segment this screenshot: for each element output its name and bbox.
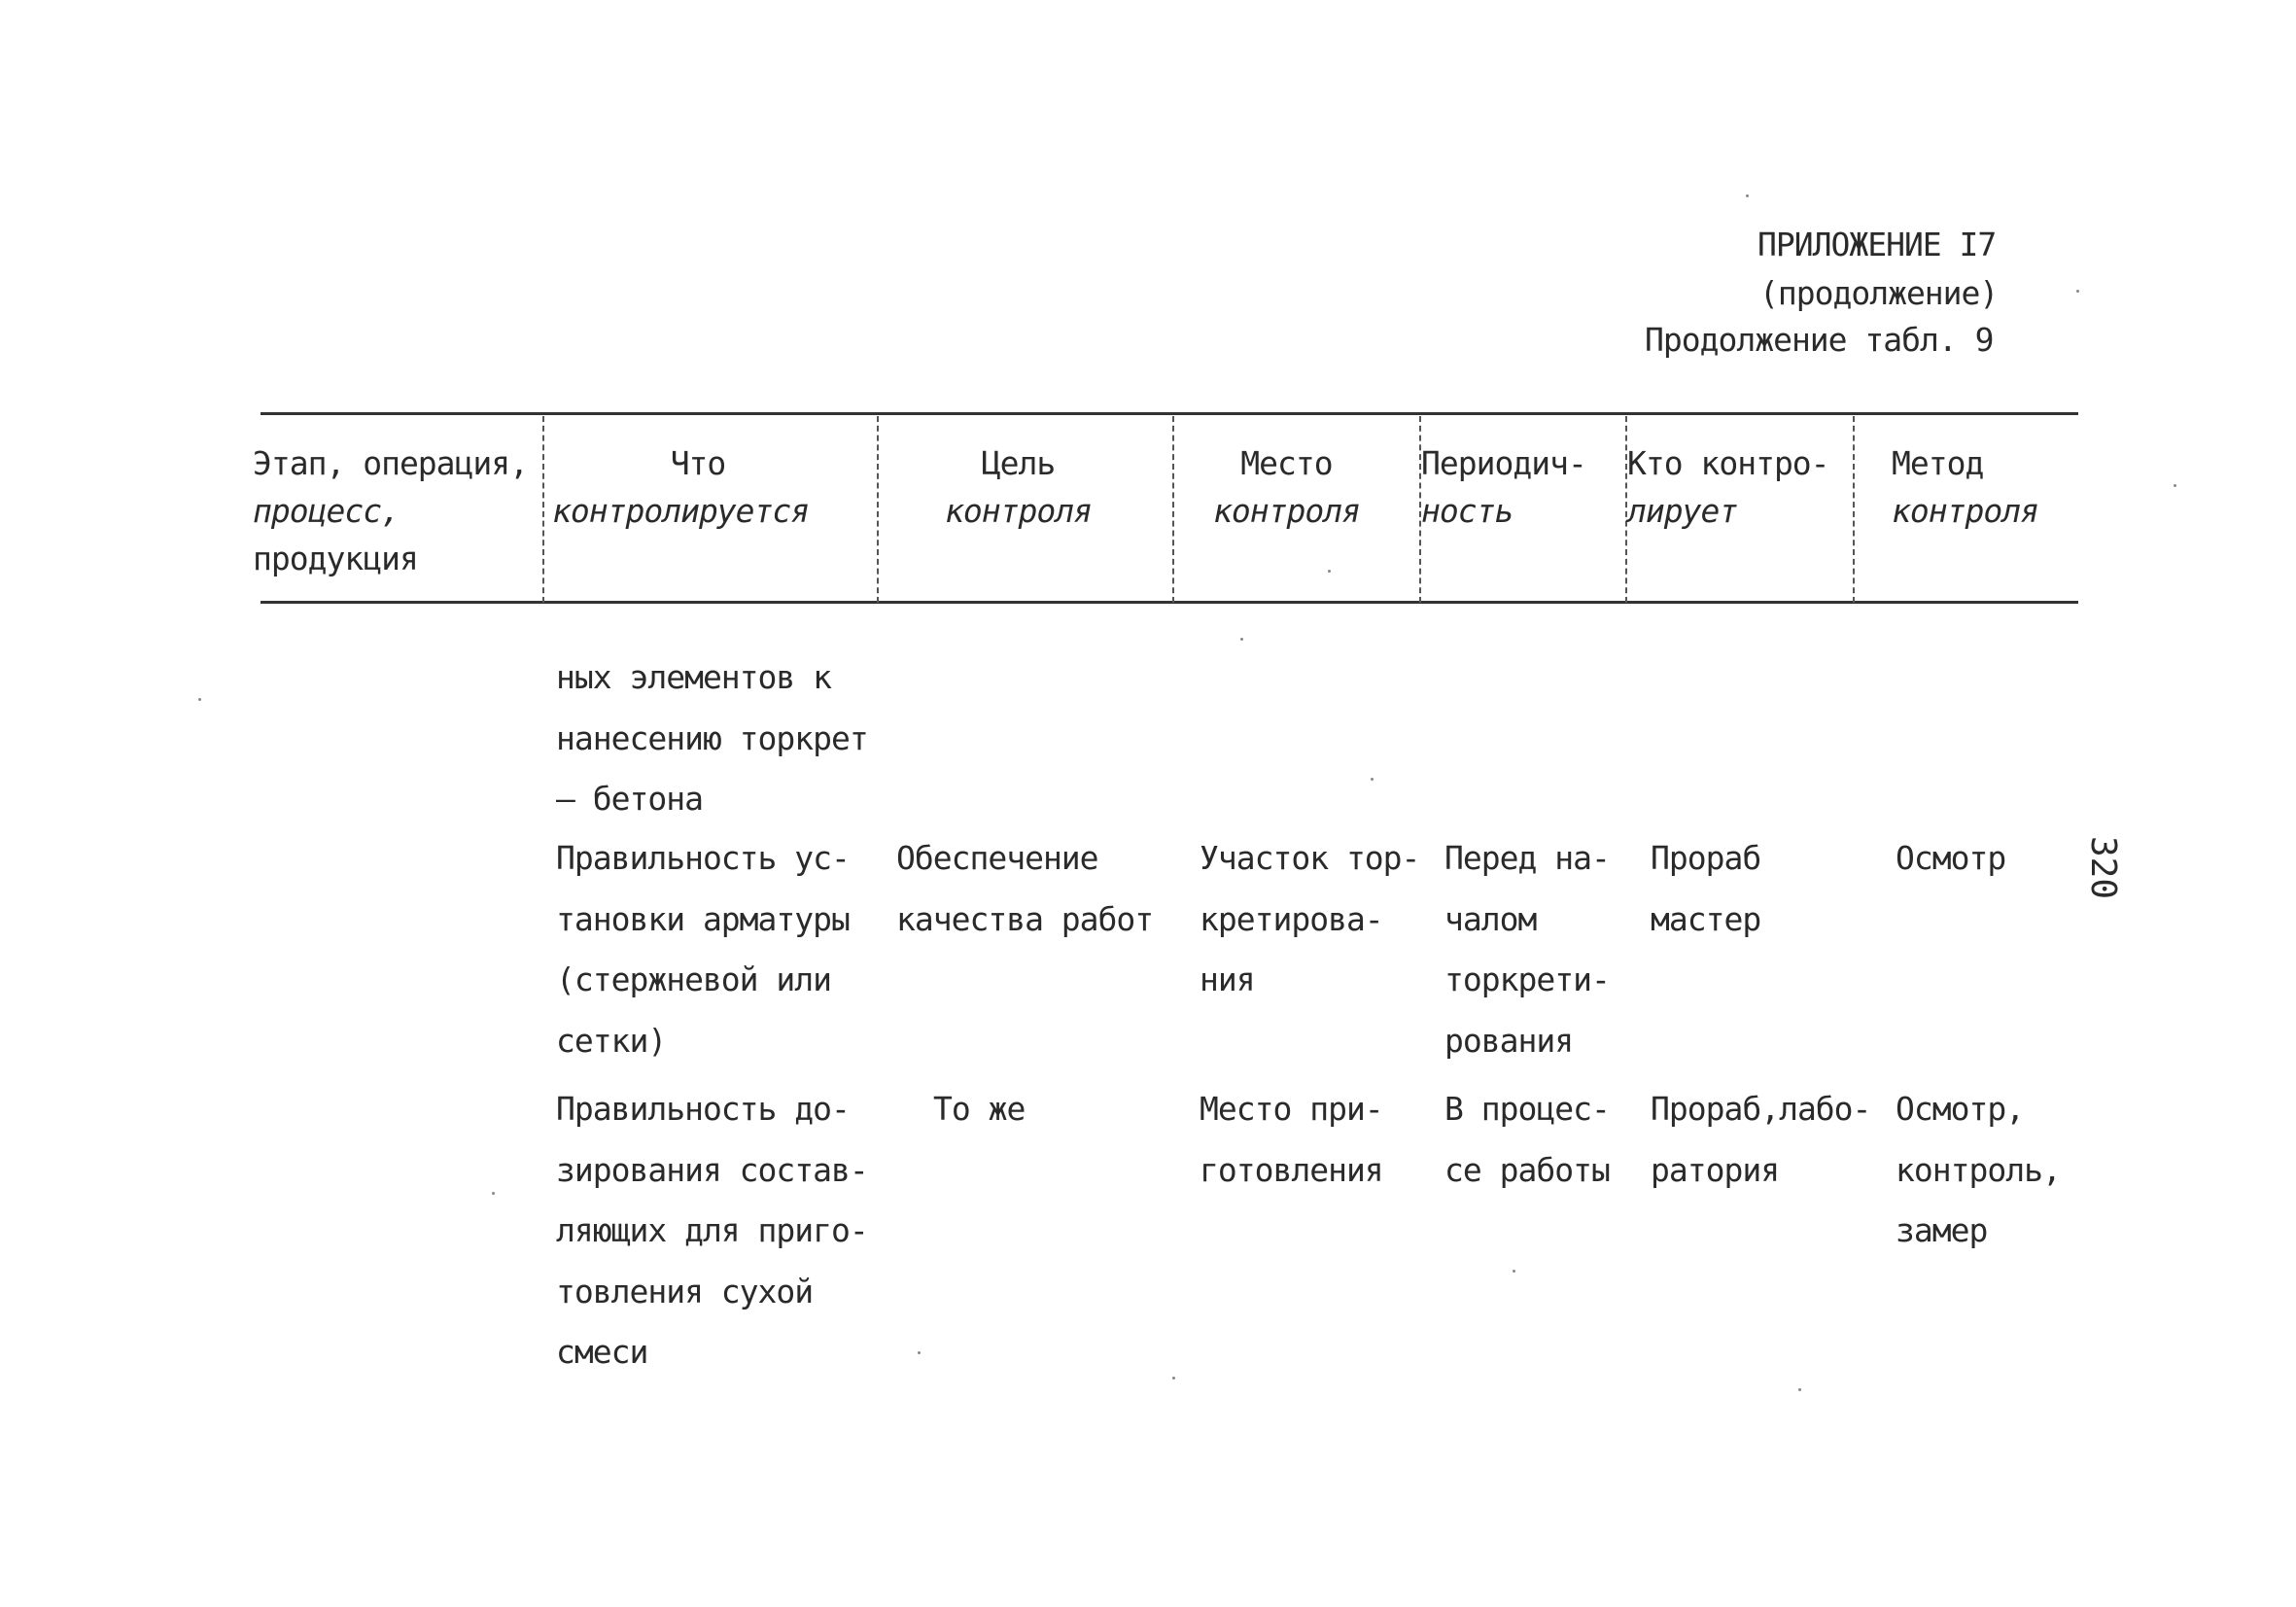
column-divider [1172, 416, 1174, 603]
column-header-line: Что [670, 444, 726, 482]
cell-line: Правильность до- [556, 1090, 850, 1128]
scan-speck [1240, 638, 1243, 641]
column-header-line: Место [1240, 444, 1333, 482]
cell-line: кретирова- [1200, 899, 1383, 938]
cell-line: Перед на- [1444, 839, 1610, 877]
cell-line: Обеспечение [896, 839, 1098, 877]
cell-line: зирования состав- [556, 1150, 868, 1189]
page-number: 320 [2083, 836, 2123, 900]
row1-method [1896, 828, 2005, 890]
cell-line: ных элементов к [556, 658, 832, 696]
table-top-rule [261, 412, 2078, 415]
column-header-goal [945, 439, 1092, 535]
cell-line: Участок тор- [1200, 839, 1420, 877]
scan-speck [1172, 1377, 1175, 1380]
column-header-line: Метод [1892, 444, 1984, 482]
column-header-what [552, 439, 844, 535]
column-header-who [1627, 439, 1829, 535]
column-header-stage [253, 439, 528, 582]
appendix-title: ПРИЛОЖЕНИЕ I7 [1757, 226, 1997, 263]
column-header-method [1892, 439, 2038, 535]
cell-line: тановки арматуры [556, 899, 850, 938]
column-header-line: контролируется [552, 492, 810, 530]
row2-goal [933, 1079, 1025, 1140]
cell-line: ляющих для приго- [556, 1211, 868, 1249]
column-header-line: Периодич- [1421, 444, 1586, 482]
cell-line: Осмотр [1896, 839, 2006, 877]
scan-speck [2076, 290, 2079, 293]
row2-who [1651, 1079, 1870, 1201]
column-header-place [1213, 439, 1360, 535]
row1-period [1444, 828, 1610, 1071]
column-header-line: Этап, операция, [253, 444, 529, 482]
scan-speck [1798, 1388, 1801, 1391]
table-continued-note: Продолжение табл. 9 [1645, 321, 1994, 359]
carryover-text [556, 647, 868, 830]
cell-line: мастер [1651, 899, 1761, 938]
scan-speck [2174, 484, 2176, 487]
cell-line: ратория [1651, 1150, 1780, 1189]
cell-line: Прораб [1651, 839, 1761, 877]
column-header-line: контроля [945, 492, 1092, 530]
column-divider [877, 416, 879, 603]
cell-line: То же [933, 1090, 1026, 1128]
row1-who [1651, 828, 1760, 950]
cell-line: (стержневой или [556, 961, 832, 998]
row2-method [1896, 1079, 2061, 1262]
cell-line: торкрети- [1444, 961, 1610, 998]
cell-line: смеси [556, 1333, 648, 1371]
cell-line: замер [1896, 1211, 1988, 1249]
column-header-line: Кто контро- [1627, 444, 1829, 482]
cell-line: се работы [1444, 1150, 1610, 1189]
cell-line: качества работ [896, 899, 1154, 938]
scan-speck [1513, 1270, 1515, 1273]
cell-line: Прораб,лабо- [1651, 1090, 1871, 1128]
cell-line: ния [1200, 961, 1255, 998]
row2-place [1200, 1079, 1383, 1201]
column-header-line: продукция [253, 540, 418, 577]
cell-line: контроль, [1896, 1150, 2061, 1189]
column-header-line: контроля [1213, 492, 1360, 530]
scan-speck [918, 1351, 921, 1354]
table-header-bottom-rule [261, 601, 2078, 604]
row1-what [556, 828, 850, 1071]
column-header-line: контроля [1892, 492, 2038, 530]
cell-line: нанесению торкрет [556, 718, 868, 757]
column-header-period [1421, 439, 1586, 535]
column-header-line: ность [1421, 492, 1513, 530]
column-header-line: процесс, [253, 492, 400, 530]
row1-goal [896, 828, 1153, 950]
scan-speck [198, 698, 201, 701]
cell-line: В процес- [1444, 1090, 1610, 1128]
cell-line: товления сухой [556, 1272, 814, 1310]
scan-speck [492, 1192, 495, 1195]
cell-line: – бетона [556, 780, 703, 818]
cell-line: Осмотр, [1896, 1090, 2025, 1128]
column-divider [1853, 416, 1855, 603]
cell-line: готовления [1200, 1150, 1383, 1189]
column-header-line: лирует [1627, 492, 1738, 530]
row2-what [556, 1079, 868, 1383]
cell-line: сетки) [556, 1021, 667, 1060]
cell-line: рования [1444, 1021, 1574, 1060]
scan-speck [1371, 778, 1374, 781]
cell-line: Правильность ус- [556, 839, 850, 877]
cell-line: чалом [1444, 899, 1537, 938]
scan-speck [1328, 570, 1331, 573]
column-header-line: Цель [981, 444, 1056, 482]
continued-note: (продолжение) [1759, 274, 1999, 312]
column-divider [542, 416, 544, 603]
cell-line: Место при- [1200, 1090, 1383, 1128]
row1-place [1200, 828, 1419, 1011]
row2-period [1444, 1079, 1610, 1201]
scan-speck [1746, 194, 1749, 197]
